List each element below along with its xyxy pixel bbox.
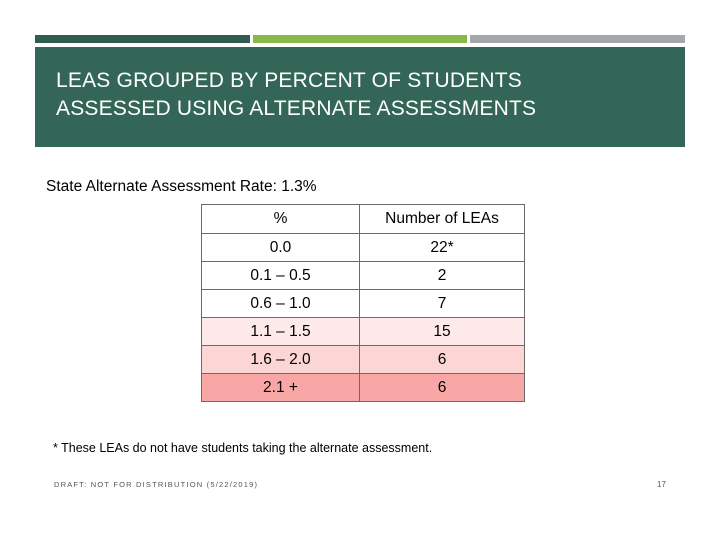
- cell-count: 6: [360, 374, 525, 402]
- table-row: [202, 290, 525, 318]
- state-rate-label: State Alternate Assessment Rate: 1.3%: [46, 178, 317, 195]
- table-row: [202, 318, 525, 346]
- cell-range: 0.1 – 0.5: [202, 262, 360, 290]
- table-row: [202, 262, 525, 290]
- page-number: 17: [657, 480, 666, 489]
- cell-range: 0.6 – 1.0: [202, 290, 360, 318]
- header-number-of-leas: Number of LEAs: [360, 205, 525, 234]
- footnote: * These LEAs do not have students taking the alternate assessment.: [53, 441, 433, 455]
- table-row: [202, 234, 525, 262]
- draft-notice: DRAFT: NOT FOR DISTRIBUTION (5/22/2019): [54, 480, 259, 489]
- slide-title-line-1: LEAS GROUPED BY PERCENT OF STUDENTS: [56, 69, 522, 92]
- leas-table: [201, 204, 525, 402]
- title-banner: [35, 47, 685, 147]
- cell-count: 15: [360, 318, 525, 346]
- cell-count: 6: [360, 346, 525, 374]
- cell-count: 22*: [360, 234, 525, 262]
- header-percent: %: [202, 205, 360, 234]
- accent-bar-light-green: [253, 35, 467, 43]
- table-row: [202, 374, 525, 402]
- accent-bar-gray: [470, 35, 685, 43]
- cell-range: 1.1 – 1.5: [202, 318, 360, 346]
- cell-count: 2: [360, 262, 525, 290]
- cell-range: 2.1 +: [202, 374, 360, 402]
- cell-range: 1.6 – 2.0: [202, 346, 360, 374]
- cell-count: 7: [360, 290, 525, 318]
- slide-title: [56, 67, 675, 123]
- accent-bar-dark-green: [35, 35, 250, 43]
- cell-range: 0.0: [202, 234, 360, 262]
- table-row: [202, 346, 525, 374]
- table-header-row: [202, 205, 525, 234]
- slide-title-line-2: ASSESSED USING ALTERNATE ASSESSMENTS: [56, 97, 537, 120]
